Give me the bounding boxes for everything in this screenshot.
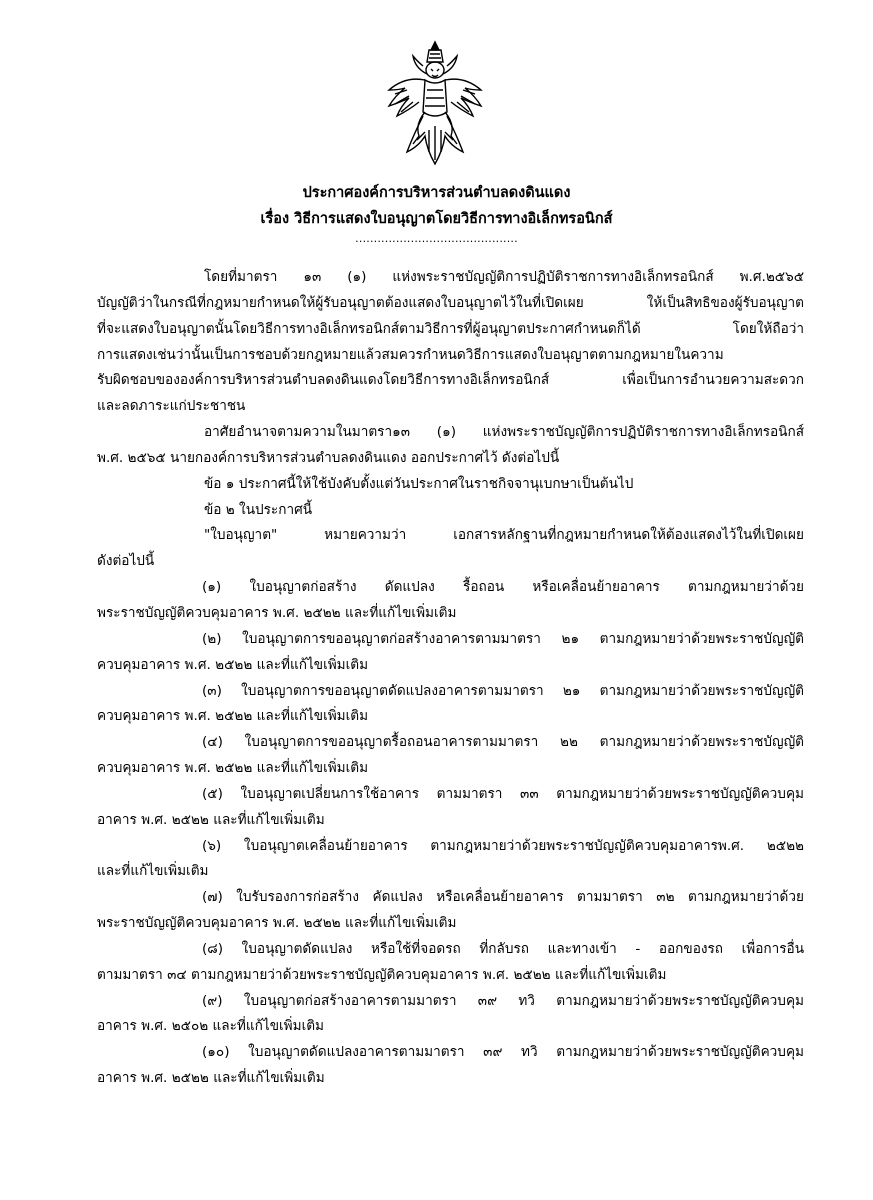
- text-line: พ.ศ. ๒๕๖๕ นายกองค์การบริหารส่วนตำบลดงดินแดง ออกประกาศไว้ ดังต่อไปนี้: [97, 449, 560, 466]
- list-item-first-line: (๘) ใบอนุญาตดัดแปลง หรือใช้ที่จอดรถ ที่กลับรถ และทางเข้า - ออกของรถ เพื่อการอื่น: [202, 940, 804, 957]
- list-item-first-line: (๑๐) ใบอนุญาตดัดแปลงอาคารตามมาตรา ๓๙ ทวิ ตามกฎหมายว่าด้วยพระราชบัญญัติควบคุม: [202, 1044, 804, 1061]
- garuda-emblem-icon: [385, 40, 485, 172]
- announcement-subject: เรื่อง วิธีการแสดงใบอนุญาตโดยวิธีการทางอิเล็กทรอนิกส์: [260, 211, 613, 227]
- list-item: [97, 730, 804, 782]
- clause-1: ข้อ ๑ ประกาศนี้ให้ใช้บังคับตั้งแต่วันประกาศในราชกิจจานุเบกษาเป็นต้นไป: [204, 475, 634, 492]
- list-item-first-line: (๔) ใบอนุญาตการขออนุญาตรื้อถอนอาคารตามมาตรา ๒๒ ตามกฎหมายว่าด้วยพระราชบัญญัติ: [202, 734, 804, 751]
- list-item-second-line: พระราชบัญญัติควบคุมอาคาร พ.ศ. ๒๕๒๒ และที่แก้ไขเพิ่มเติม: [97, 604, 457, 621]
- text-line: อาศัยอำนาจตามความในมาตรา๑๓ (๑) แห่งพระราชบัญญัติการปฏิบัติราชการทางอิเล็กทรอนิกส์: [204, 424, 804, 441]
- list-item-second-line: ตามมาตรา ๓๔ ตามกฎหมายว่าด้วยพระราชบัญญัติควบคุมอาคาร พ.ศ. ๒๕๒๒ และที่แก้ไขเพิ่มเติม: [97, 966, 667, 983]
- list-item-first-line: (๒) ใบอนุญาตการขออนุญาตก่อสร้างอาคารตามมาตรา ๒๑ ตามกฎหมายว่าด้วยพระราชบัญญัติ: [202, 630, 804, 647]
- list-item: [97, 885, 804, 937]
- list-item: [97, 1040, 804, 1092]
- list-item: [97, 627, 804, 679]
- document-body: [97, 265, 804, 1092]
- paragraph-authority: [97, 420, 804, 472]
- list-item-first-line: (๗) ใบรับรองการก่อสร้าง คัดแปลง หรือเคลื่อนย้ายอาคาร ตามมาตรา ๓๒ ตามกฎหมายว่าด้วย: [202, 889, 804, 906]
- text-line: บัญญัติว่าในกรณีที่กฎหมายกำหนดให้ผู้รับอนุญาตต้องแสดงใบอนุญาตไว้ในที่เปิดเผย ให้เป็นสิทธิของผู้รับอนุญาต: [97, 294, 804, 311]
- text-line: ที่จะแสดงใบอนุญาตนั้นโดยวิธีการทางอิเล็กทรอนิกส์ตามวิธีการที่ผู้อนุญาตประกาศกำหนดก็ได้ โดยให้ถือว่า: [97, 320, 804, 337]
- list-item: [97, 679, 804, 731]
- text-line: การแสดงเช่นว่านั้นเป็นการชอบด้วยกฎหมายแล้วสมควรกำหนดวิธีการแสดงใบอนุญาตตามกฎหมายในความ: [97, 346, 724, 363]
- text-line: "ใบอนุญาต" หมายความว่า เอกสารหลักฐานที่กฎหมายกำหนดให้ต้องแสดงไว้ในที่เปิดเผย: [204, 527, 804, 544]
- list-item: [97, 937, 804, 989]
- text-line: โดยที่มาตรา ๑๓ (๑) แห่งพระราชบัญญัติการปฏิบัติราชการทางอิเล็กทรอนิกส์ พ.ศ.๒๕๖๕: [204, 269, 804, 285]
- list-item-first-line: (๑) ใบอนุญาตก่อสร้าง ดัดแปลง รื้อถอน หรือเคลื่อนย้ายอาคาร ตามกฎหมายว่าด้วย: [202, 579, 804, 596]
- document-header: [0, 180, 873, 246]
- list-item: [97, 782, 804, 834]
- license-list: [97, 575, 804, 1092]
- title-separator: ............................................: [355, 232, 518, 245]
- paragraph-preamble: [97, 265, 804, 420]
- list-item-second-line: อาคาร พ.ศ. ๒๕๒๒ และที่แก้ไขเพิ่มเติม: [97, 1070, 325, 1087]
- text-line: รับผิดชอบขององค์การบริหารส่วนตำบลดงดินแดงโดยวิธีการทางอิเล็กทรอนิกส์ เพื่อเป็นการอำนวยความสะดวก: [97, 372, 804, 389]
- clause-2: ข้อ ๒ ในประกาศนี้: [204, 501, 313, 518]
- list-item-first-line: (๕) ใบอนุญาตเปลี่ยนการใช้อาคาร ตามมาตรา ๓๓ ตามกฎหมายว่าด้วยพระราชบัญญัติควบคุม: [202, 785, 804, 802]
- list-item-second-line: และที่แก้ไขเพิ่มเติม: [97, 863, 209, 880]
- list-item-second-line: ควบคุมอาคาร พ.ศ. ๒๕๒๒ และที่แก้ไขเพิ่มเติม: [97, 760, 369, 777]
- list-item: [97, 575, 804, 627]
- list-item-first-line: (๓) ใบอนุญาตการขออนุญาตดัดแปลงอาคารตามมาตรา ๒๑ ตามกฎหมายว่าด้วยพระราชบัญญัติ: [202, 682, 804, 699]
- list-item: [97, 834, 804, 886]
- definition-paragraph: [97, 523, 804, 575]
- list-item-second-line: ควบคุมอาคาร พ.ศ. ๒๕๒๒ และที่แก้ไขเพิ่มเติม: [97, 656, 369, 673]
- list-item: [97, 989, 804, 1041]
- text-line: และลดภาระแก่ประชาชน: [97, 398, 246, 415]
- list-item-first-line: (๙) ใบอนุญาตก่อสร้างอาคารตามมาตรา ๓๙ ทวิ ตามกฎหมายว่าด้วยพระราชบัญญัติควบคุม: [202, 992, 804, 1009]
- announcement-title: ประกาศองค์การบริหารส่วนตำบลดงดินแดง: [302, 185, 571, 201]
- list-item-second-line: พระราชบัญญัติควบคุมอาคาร พ.ศ. ๒๕๒๒ และที่แก้ไขเพิ่มเติม: [97, 915, 457, 932]
- list-item-second-line: ควบคุมอาคาร พ.ศ. ๒๕๒๒ และที่แก้ไขเพิ่มเติม: [97, 708, 369, 725]
- list-item-second-line: อาคาร พ.ศ. ๒๕๒๒ และที่แก้ไขเพิ่มเติม: [97, 811, 325, 828]
- list-item-first-line: (๖) ใบอนุญาตเคลื่อนย้ายอาคาร ตามกฎหมายว่าด้วยพระราชบัญญัติควบคุมอาคารพ.ศ. ๒๕๒๒: [202, 837, 804, 854]
- text-line: ดังต่อไปนี้: [97, 553, 155, 570]
- list-item-second-line: อาคาร พ.ศ. ๒๕๐๒ และที่แก้ไขเพิ่มเติม: [97, 1018, 325, 1035]
